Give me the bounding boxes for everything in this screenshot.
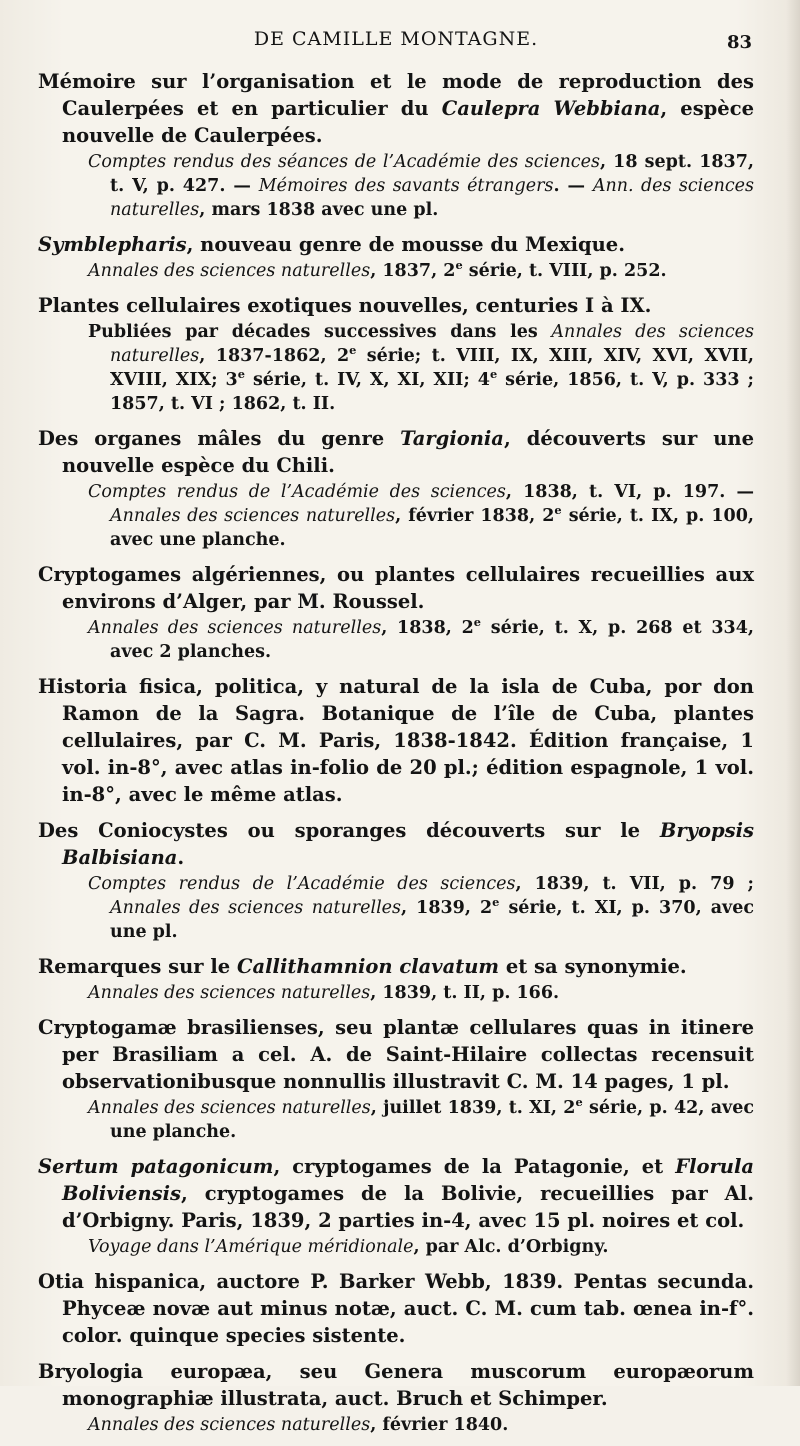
bibliography-entry	[38, 817, 754, 944]
entry-title	[38, 68, 754, 149]
superscript: e	[492, 895, 500, 910]
italic-text: Annales des sciences naturelles	[110, 898, 402, 918]
italic-text: Florula Boliviensis	[62, 1155, 754, 1205]
text-run: , nouveau genre de mousse du Mexique.	[186, 233, 626, 256]
superscript: e	[349, 343, 357, 358]
superscript: e	[473, 615, 482, 630]
text-run: , mars 1838 avec une pl.	[199, 200, 439, 220]
italic-text: Annales des sciences naturelles	[88, 983, 371, 1003]
bibliography-entry	[38, 1014, 754, 1144]
entry-source	[38, 1096, 754, 1144]
text-run: Historia fisica, politica, y natural de la isla de Cuba, por don Ramon de la Sagra. Botanique de l’île de Cuba, plantes cellulaires, par C. M. Paris, 1838-1842. Édition française, 1 vol. in-8°, avec atlas in-folio de 20 pl.; édition espagnole, 1 vol. in-8°, avec le même atlas.	[38, 675, 754, 806]
italic-text: Voyage dans l’Amérique méridionale	[88, 1237, 414, 1257]
italic-text: Annales des sciences naturelles	[88, 1415, 371, 1435]
superscript: e	[455, 258, 463, 273]
bibliography-entry	[38, 1358, 754, 1437]
text-run: série; t. VIII, IX, XIII, XIV, XVI, XVII, XVIII, XIX; 3	[110, 346, 754, 390]
bibliography-entry	[38, 292, 754, 416]
italic-text: Targionia	[400, 427, 504, 450]
italic-text: Annales des sciences naturelles	[110, 506, 396, 526]
bibliography-entry	[38, 1268, 754, 1349]
text-run: , découverts sur une nouvelle espèce du Chili.	[62, 427, 754, 477]
text-run: , espèce nouvelle de Caulerpées.	[62, 97, 754, 147]
entry-source	[38, 1413, 754, 1437]
entry-source	[38, 981, 754, 1005]
entry-source	[38, 320, 754, 416]
text-run: , cryptogames de la Bolivie, recueillies par Al. d’Orbigny. Paris, 1839, 2 parties in-4, avec 15 pl. noires et col.	[62, 1182, 754, 1232]
entry-title	[38, 953, 754, 980]
bibliography-entry	[38, 425, 754, 552]
entry-title	[38, 561, 754, 615]
italic-text: Comptes rendus de l’Académie des sciences	[88, 874, 516, 894]
superscript: e	[575, 1095, 583, 1110]
text-run: .	[177, 846, 185, 869]
text-run: , 1837-1862, 2	[199, 346, 350, 366]
text-run: Bryologia europæa, seu Genera muscorum europæorum monographiæ illustrata, auct. Bruch et Schimper.	[38, 1360, 754, 1410]
entry-title	[38, 231, 754, 258]
text-run: , 1839, 2	[401, 898, 493, 918]
text-run: , février 1838, 2	[395, 506, 555, 526]
text-run: , 18 sept. 1837, t. V, p. 427. —	[110, 152, 755, 196]
entry-title	[38, 1358, 754, 1412]
text-run: , février 1840.	[370, 1415, 509, 1435]
italic-text: Callithamnion clavatum	[236, 955, 500, 978]
italic-text: Annales des sciences naturelles	[110, 322, 754, 366]
bibliography-entry	[38, 953, 754, 1005]
text-run: série, p. 42, avec une planche.	[110, 1098, 754, 1142]
page-number: 83	[726, 32, 752, 53]
entry-title	[38, 1153, 754, 1234]
italic-text: Comptes rendus de l’Académie des sciences	[88, 482, 506, 502]
bibliography-entry	[38, 561, 754, 664]
text-run: série, t. X, p. 268 et 334, avec 2 planches.	[110, 618, 754, 662]
bibliography-entry	[38, 231, 754, 283]
italic-text: Comptes rendus des séances de l’Académie des sciences	[88, 152, 600, 172]
entry-source	[38, 1235, 754, 1259]
text-run: Des Coniocystes ou sporanges découverts sur le	[38, 819, 660, 842]
text-run: Publiées par décades successives dans les	[88, 322, 552, 342]
entry-title	[38, 425, 754, 479]
entry-title	[38, 1268, 754, 1349]
text-run: , 1838, t. VI, p. 197. —	[505, 482, 754, 502]
text-run: , 1839, t. II, p. 166.	[370, 983, 560, 1003]
text-run: série, t. XI, p. 370, avec une pl.	[110, 898, 754, 942]
text-run: et sa synonymie.	[499, 955, 687, 978]
text-run: Cryptogamæ brasilienses, seu plantæ cellulares quas in itinere per Brasiliam a cel. A. de Saint-Hilaire collectas recensuit observationibusque nonnullis illustravit C. M. 14 pages, 1 pl.	[38, 1016, 754, 1093]
italic-text: Annales des sciences naturelles	[88, 1098, 371, 1118]
text-run: Plantes cellulaires exotiques nouvelles, centuries I à IX.	[38, 294, 652, 317]
text-run: série, t. IV, X, XI, XII; 4	[244, 370, 490, 390]
entry-source	[38, 480, 754, 552]
text-run: , 1837, 2	[370, 261, 456, 281]
text-run: Mémoire sur l’organisation et le mode de reproduction des Caulerpées et en particulier du	[38, 70, 754, 120]
text-run: Otia hispanica, auctore P. Barker Webb, 1839. Pentas secunda. Phyceæ novæ aut minus notæ, auct. C. M. cum tab. œnea in-f°. color. quinque species sistente.	[38, 1270, 754, 1347]
running-head: DE CAMILLE MONTAGNE.	[253, 28, 539, 50]
bibliography-entry	[38, 1153, 754, 1259]
text-run: série, 1856, t. V, p. 333 ; 1857, t. VI ; 1862, t. II.	[110, 370, 754, 414]
italic-text: Mémoires des savants étrangers	[258, 176, 554, 196]
text-run: Cryptogames algériennes, ou plantes cellulaires recueillies aux environs d’Alger, par M. Roussel.	[38, 563, 754, 613]
superscript: e	[554, 503, 562, 518]
italic-text: Sertum patagonicum	[38, 1155, 274, 1178]
entry-title	[38, 1014, 754, 1095]
bibliography-entry	[38, 673, 754, 808]
entry-source	[38, 150, 754, 222]
italic-text: Bryopsis Balbisiana	[62, 819, 754, 869]
entry-title	[38, 292, 754, 319]
italic-text: Annales des sciences naturelles	[88, 261, 371, 281]
page-header	[40, 28, 752, 58]
text-run: , 1839, t. VII, p. 79 ;	[515, 874, 755, 894]
italic-text: Symblepharis	[38, 233, 187, 256]
text-run: , 1838, 2	[381, 618, 474, 638]
entry-title	[38, 817, 754, 871]
page-edge-shadow	[786, 0, 800, 1386]
text-run: , par Alc. d’Orbigny.	[413, 1237, 609, 1257]
superscript: e	[237, 367, 245, 382]
text-run: , cryptogames de la Patagonie, et	[273, 1155, 676, 1178]
text-run: Remarques sur le	[38, 955, 237, 978]
text-run: série, t. IX, p. 100, avec une planche.	[110, 506, 755, 550]
italic-text: Annales des sciences naturelles	[88, 618, 382, 638]
text-run: , juillet 1839, t. XI, 2	[370, 1098, 576, 1118]
entry-source	[38, 616, 754, 664]
entry-source	[38, 259, 754, 283]
superscript: e	[489, 367, 498, 382]
italic-text: Ann. des sciences naturelles	[110, 176, 754, 220]
text-run: série, t. VIII, p. 252.	[462, 261, 667, 281]
entry-title	[38, 673, 754, 808]
text-run: . —	[553, 176, 593, 196]
bibliography-list	[38, 68, 754, 1446]
entry-source	[38, 872, 754, 944]
italic-text: Caulepra Webbiana	[441, 97, 661, 120]
text-run: Des organes mâles du genre	[38, 427, 401, 450]
bibliography-entry	[38, 68, 754, 222]
